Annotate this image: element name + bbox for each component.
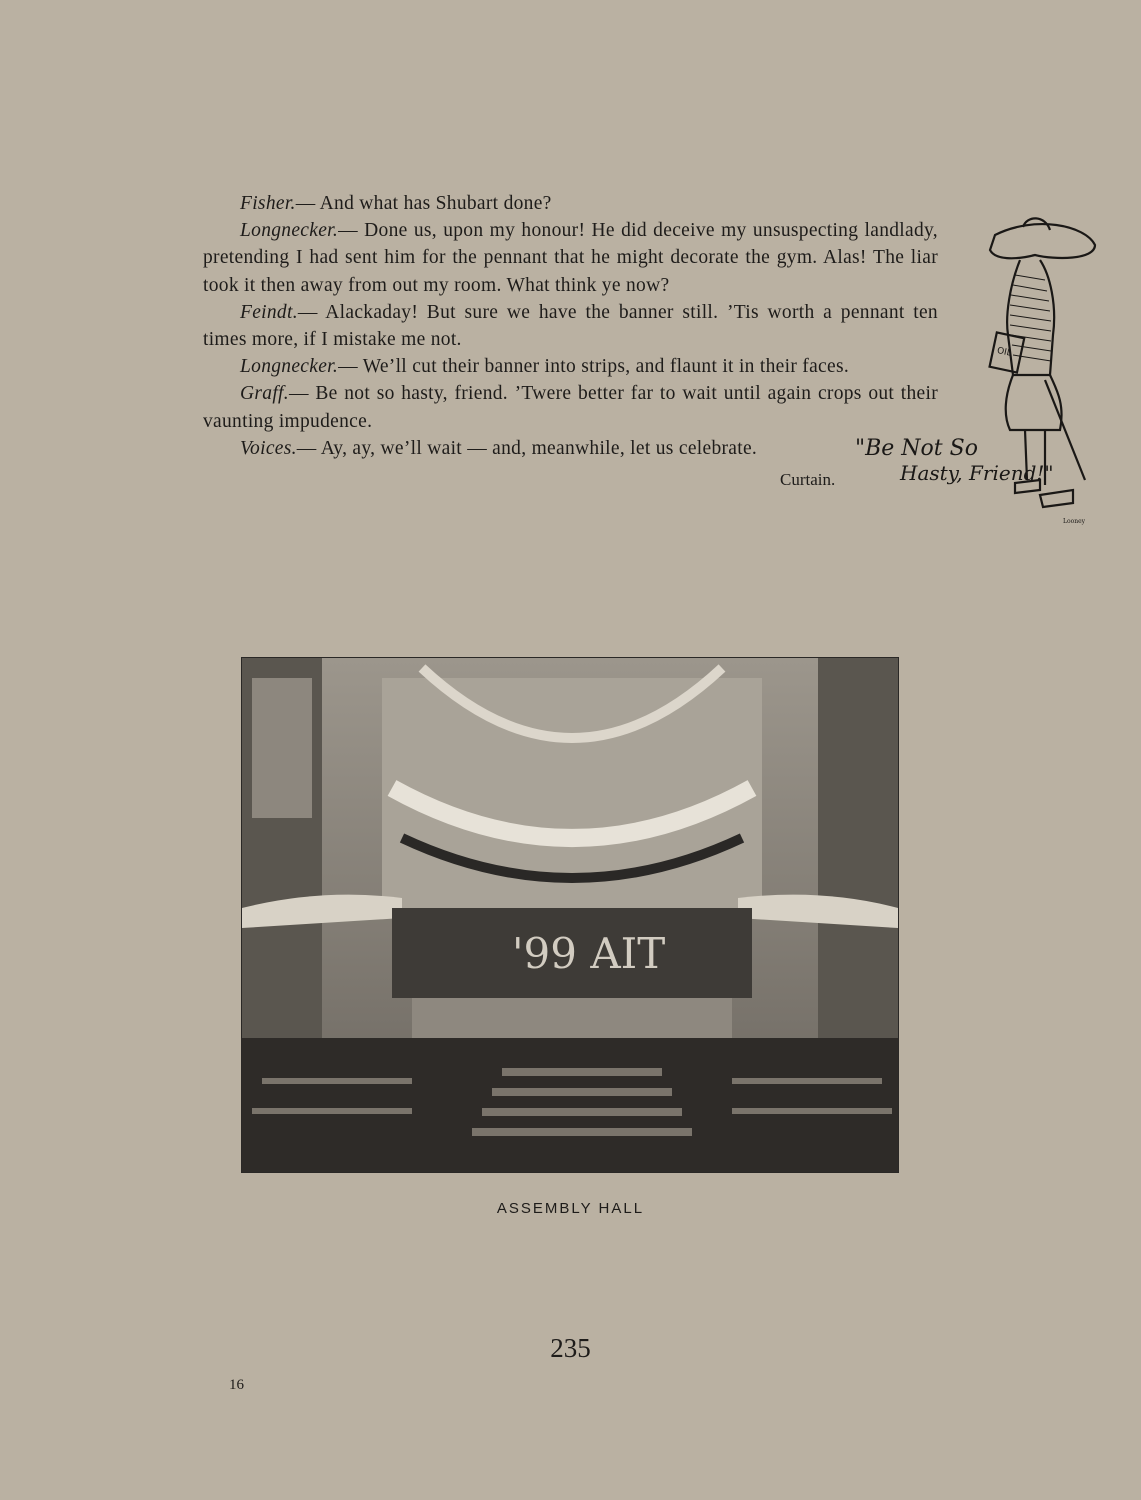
line-text: — Done us, upon my honour! He did deceive my unsuspecting landlady, pretending I had sent him for the pennant that he might decorate the gym. Alas! The liar took it then away from out my room. What think ye now? — [203, 220, 938, 296]
stage-direction: Curtain. — [780, 470, 836, 489]
line-text: — And what has Shubart done? — [295, 193, 552, 214]
signature-mark: 16 — [229, 1377, 244, 1393]
dialogue-line — [203, 353, 938, 380]
dialogue-text — [203, 190, 938, 462]
dialogue-line — [203, 380, 938, 434]
artist-signature: Looney — [1063, 518, 1086, 525]
dialogue-line — [203, 217, 938, 299]
dialogue-line — [203, 435, 938, 462]
line-text: — Ay, ay, we’ll wait — and, meanwhile, let us celebrate. — [296, 437, 758, 459]
photo-rendering — [242, 658, 898, 1172]
speaker: Longnecker. — [240, 356, 339, 378]
line-text: — We’ll cut their banner into strips, and flaunt it in their faces. — [338, 356, 850, 378]
line-text: — Alackaday! But sure we have the banner still. ’Tis worth a pennant ten times more, if I mistake me not. — [203, 301, 938, 351]
photo-caption: ASSEMBLY HALL — [496, 1200, 645, 1217]
cartoon-caption-line1: "Be Not So — [855, 436, 978, 461]
dialogue-line — [203, 190, 938, 217]
speaker: Voices. — [240, 437, 297, 459]
speaker: Fisher. — [240, 193, 296, 214]
page-number: 235 — [550, 1333, 591, 1363]
cartoon-caption-line2: Hasty, Friend!" — [900, 461, 1054, 485]
line-text: — Be not so hasty, friend. ’Twere better far to wait until again crops out their vaunting impudence. — [203, 383, 938, 432]
oil-can-label: OIL — [995, 346, 1013, 359]
speaker: Graff. — [240, 383, 289, 405]
cartoon-illustration — [845, 205, 1125, 540]
speaker: Feindt. — [240, 301, 298, 323]
dialogue-line — [203, 299, 938, 353]
assembly-hall-photo — [241, 657, 899, 1173]
stage-sign: '99 AIT — [512, 929, 666, 978]
speaker: Longnecker. — [240, 220, 339, 242]
